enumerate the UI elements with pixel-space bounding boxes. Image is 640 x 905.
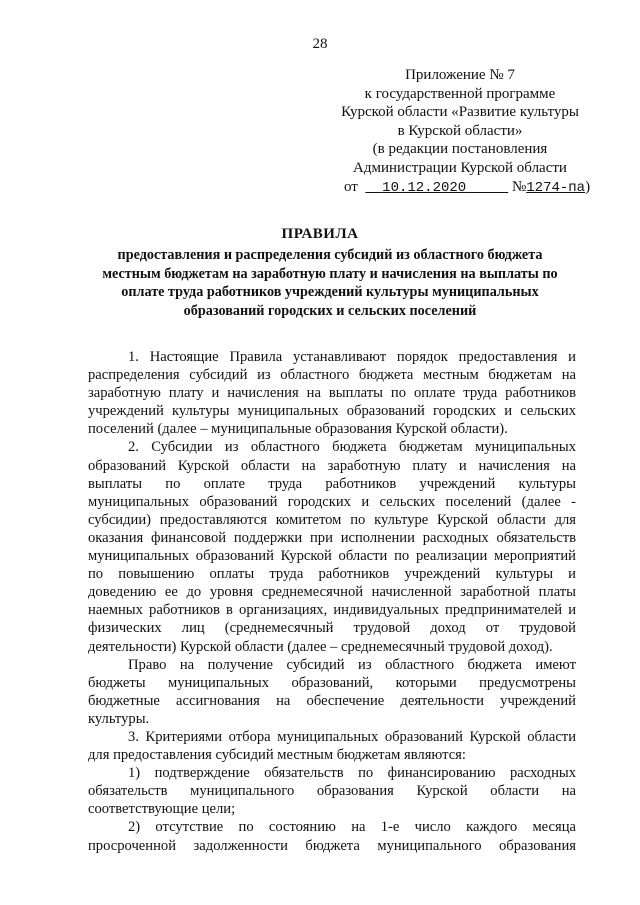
subtitle-line: оплате труда работников учреждений культуры муниципальных bbox=[121, 284, 539, 300]
body-line: 2. Субсидии из областного бюджета бюджетам муниципальных bbox=[128, 439, 576, 456]
body-line: доведению ее до уровня среднемесячной начисленной заработной платы bbox=[88, 584, 576, 601]
appendix-line: Приложение № 7 bbox=[405, 67, 515, 83]
body-line: заработную плату и начисления на выплаты по оплате труда работников bbox=[88, 385, 576, 402]
document-title: ПРАВИЛА bbox=[281, 226, 359, 242]
date-prefix: от bbox=[344, 178, 358, 195]
subtitle-line: местным бюджетам на заработную плату и начисления на выплаты по bbox=[102, 265, 558, 282]
body-line: культуры. bbox=[88, 710, 150, 727]
body-line: 3. Критериями отбора муниципальных образований Курской области bbox=[128, 728, 576, 745]
body-line: распределения субсидий из областного бюджета местным бюджетам на bbox=[88, 367, 576, 384]
body-line: наемных работников в организациях, индивидуальных предпринимателей и bbox=[88, 602, 576, 619]
appendix-line: Курской области «Развитие культуры bbox=[341, 104, 579, 121]
body-line: 1. Настоящие Правила устанавливают порядок предоставления и bbox=[128, 349, 576, 365]
body-line: Право на получение субсидий из областного бюджета имеют bbox=[128, 656, 576, 673]
document-body bbox=[88, 348, 576, 855]
body-line: поселений (далее – муниципальные образования Курской области). bbox=[88, 421, 508, 438]
subtitle-line: предоставления и распределения субсидий из областного бюджета bbox=[117, 247, 543, 263]
resolution-date-line bbox=[320, 178, 600, 198]
body-line: деятельности) Курской области (далее – среднемесячный трудовой доход). bbox=[88, 638, 553, 655]
body-line: образований Курской области на заработную плату и начисления на bbox=[88, 457, 576, 474]
body-line: субсидии) предоставляются комитетом по культуре Курской области для bbox=[88, 511, 576, 528]
body-line: для предоставления субсидий местным бюджетам являются: bbox=[88, 747, 466, 764]
appendix-line: Администрации Курской области bbox=[353, 159, 567, 176]
appendix-line: в Курской области» bbox=[397, 122, 523, 139]
body-line: муниципальных образований Курской области по реализации мероприятий bbox=[88, 548, 576, 565]
document-subtitle bbox=[80, 246, 580, 320]
appendix-header bbox=[320, 66, 600, 197]
resolution-number: 1274-па bbox=[526, 179, 586, 196]
page-number: 28 bbox=[312, 36, 328, 52]
body-line: обязательств муниципального образования Курской области на bbox=[88, 783, 576, 800]
body-line: оказания финансовой поддержки при исполнении расходных обязательств bbox=[88, 529, 576, 546]
subtitle-line: образований городских и сельских поселений bbox=[183, 302, 477, 319]
appendix-line: (в редакции постановления bbox=[372, 141, 548, 158]
body-line: соответствующие цели; bbox=[88, 801, 236, 818]
body-line: бюджетные ассигнования на обеспечение деятельности учреждений bbox=[88, 692, 576, 709]
number-prefix: № bbox=[511, 178, 527, 195]
resolution-date-value: 10.12.2020 bbox=[382, 179, 467, 196]
margin-mark bbox=[628, 860, 636, 900]
body-line: 2) отсутствие по состоянию на 1-е число каждого месяца bbox=[128, 819, 576, 836]
body-line: бюджеты муниципальных образований, которыми предусмотрены bbox=[88, 674, 576, 691]
body-line: по повышению оплаты труда работников учреждений культуры и bbox=[88, 566, 576, 583]
body-line: учреждений культуры муниципальных образований городских и сельских bbox=[88, 403, 576, 420]
body-line: выплаты по оплате труда работников учреждений культуры bbox=[88, 475, 576, 492]
body-line: муниципальных образований городских и сельских поселений (далее - bbox=[88, 493, 576, 510]
body-line: физических лиц (среднемесячный трудовой доход от трудовой bbox=[88, 620, 576, 637]
body-line: 1) подтверждение обязательств по финансированию расходных bbox=[128, 765, 576, 782]
closing-paren: ) bbox=[585, 178, 591, 195]
resolution-date bbox=[365, 180, 508, 196]
appendix-line: к государственной программе bbox=[364, 85, 556, 102]
body-line: просроченной задолженности бюджета муниципального образования bbox=[88, 837, 576, 854]
